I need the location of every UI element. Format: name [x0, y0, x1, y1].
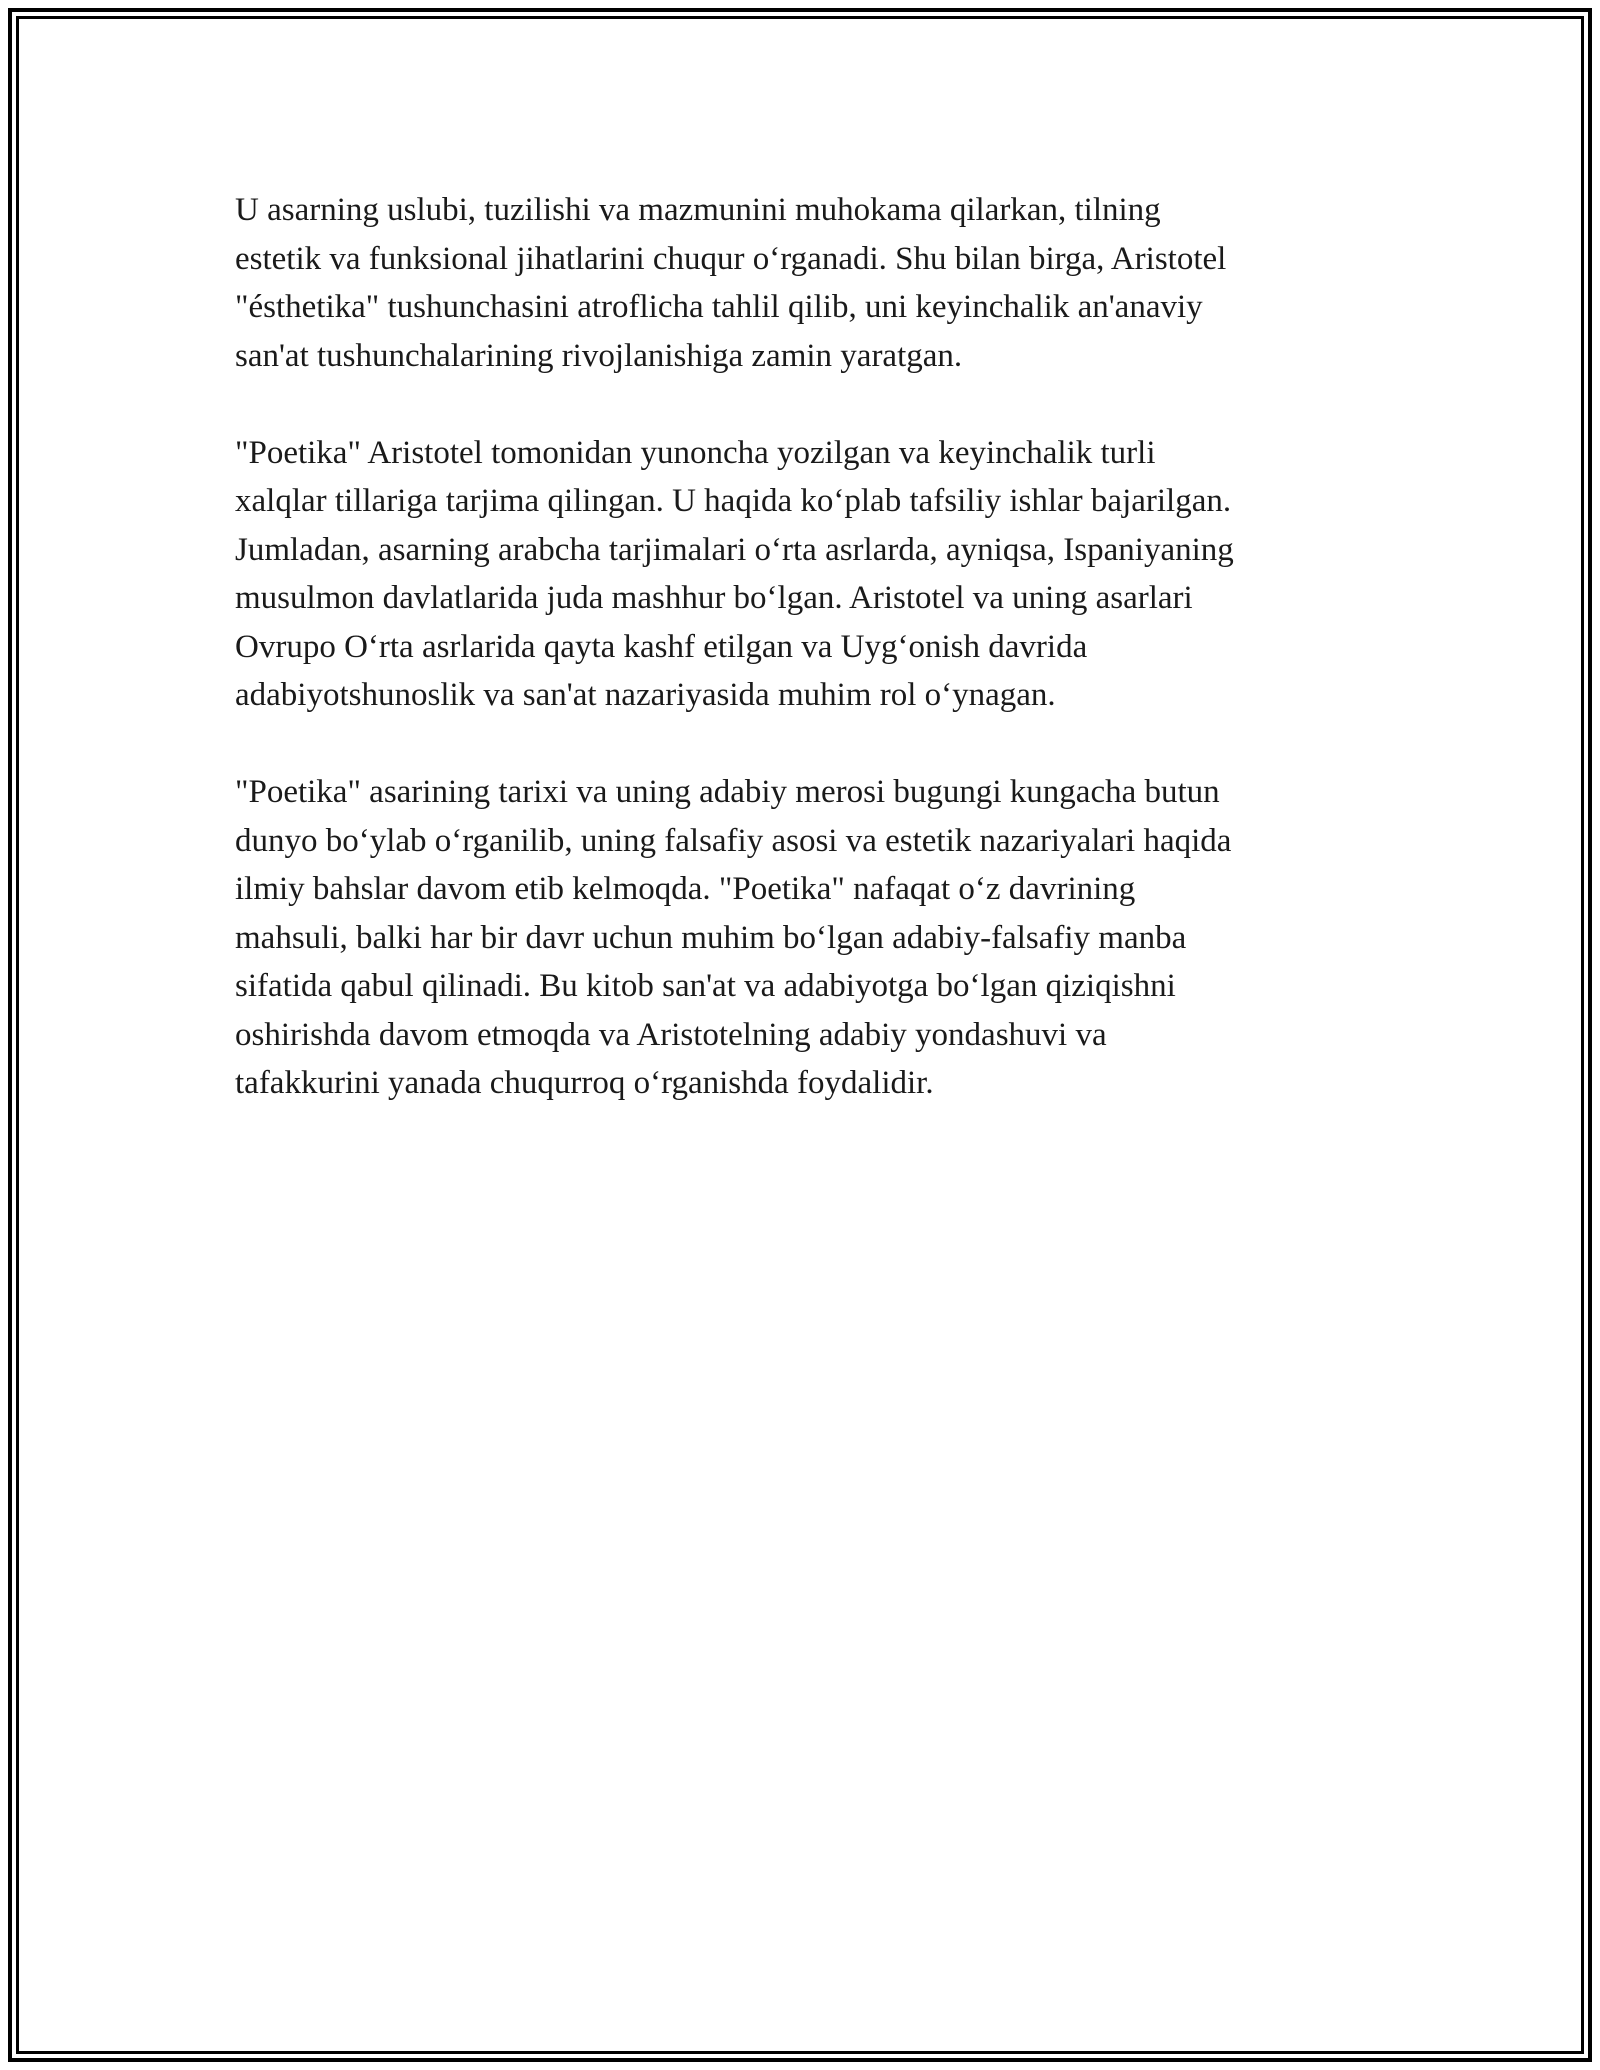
paragraph-3: "Poetika" asarining tarixi va uning adabiy merosi bugungi kungacha butun dunyo bo‘ylab o‘rganilib, uning falsafiy asosi va estetik nazariyalari haqida ilmiy bahslar davom etib kelmoqda. "Poetika" nafaqat o‘z davrining mahsuli, balki har bir davr uchun muhim bo‘lgan adabiy-falsafiy manba sifatida qabul qilinadi. Bu kitob san'at va adabiyotga bo‘lgan qiziqishni oshirishda davom etmoqda va Aristotelning adabiy yondashuvi va tafakkurini yanada chuqurroq o‘rganishda foydalidir. — [235, 774, 1232, 1101]
paragraph-2: "Poetika" Aristotel tomonidan yunoncha yozilgan va keyinchalik turli xalqlar tillariga tarjima qilingan. U haqida ko‘plab tafsiliy ishlar bajarilgan. Jumladan, asarning arabcha tarjimalari o‘rta asrlarda, ayniqsa, Ispaniyaning musulmon davlatlarida juda mashhur bo‘lgan. Aristotel va uning asarlari Ovrupo O‘rta asrlarida qayta kashf etilgan va Uyg‘onish davrida adabiyotshunoslik va san'at nazariyasida muhim rol o‘ynagan. — [235, 434, 1234, 713]
paragraph-1: U asarning uslubi, tuzilishi va mazmunini muhokama qilarkan, tilning estetik va funksional jihatlarini chuqur o‘rganadi. Shu bilan birga, Aristotel "ésthetika" tushunchasini atroflicha tahlil qilib, uni keyinchalik an'anaviy san'at tushunchalarining rivojlanishiga zamin yaratgan. — [235, 192, 1227, 374]
document-body — [235, 186, 1365, 1156]
